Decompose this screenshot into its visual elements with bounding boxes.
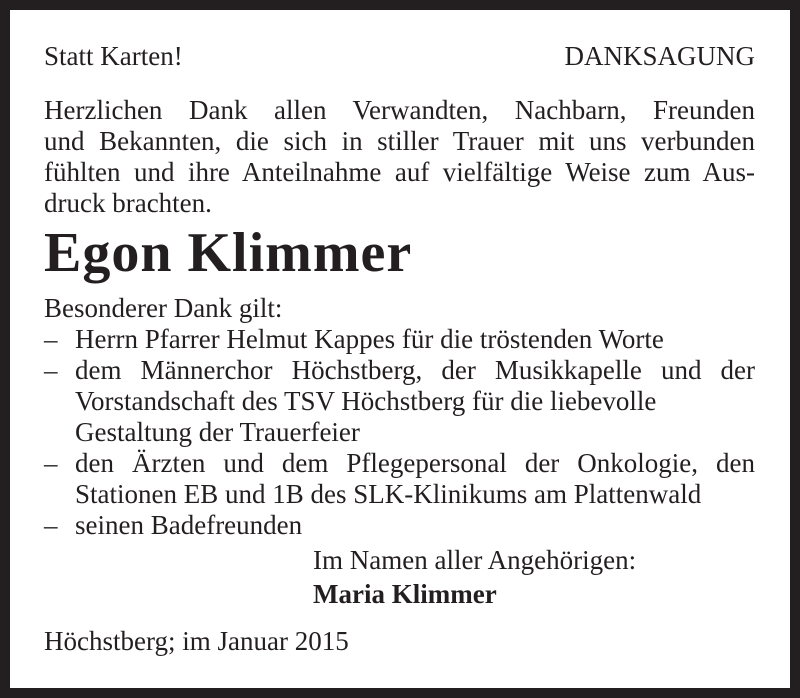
notice-header [44, 43, 755, 70]
list-item-text [75, 355, 755, 448]
intro-line: fühlten und ihre Anteilnahme auf vielfältige Weise zum Aus- [44, 157, 755, 187]
list-item [44, 510, 755, 541]
dash-marker: – [44, 448, 58, 478]
thanks-heading: Besonderer Dank gilt: [44, 293, 283, 323]
dash-marker: – [44, 355, 58, 385]
thanks-list [44, 324, 755, 541]
list-item [44, 355, 755, 448]
intro-paragraph [44, 95, 755, 219]
intro-line: Herzlichen Dank allen Verwandten, Nachbarn, Freunden [44, 95, 755, 125]
list-item-text [75, 510, 755, 541]
closing-block [313, 545, 755, 610]
intro-line: und Bekannten, die sich in stiller Trauer mit uns verbunden [44, 126, 755, 156]
dash-marker: – [44, 510, 58, 540]
list-item [44, 448, 755, 510]
dash-marker: – [44, 324, 58, 354]
list-item-line: Stationen EB und 1B des SLK-Klinikums am Plattenwald [75, 479, 702, 509]
list-item-text [75, 448, 755, 510]
signature-name: Maria Klimmer [313, 579, 497, 609]
list-item-line: den Ärzten und dem Pflegepersonal der Onkologie, den [75, 448, 755, 478]
list-item-line: dem Männerchor Höchstberg, der Musikkapelle und der [75, 355, 755, 385]
list-item [44, 324, 755, 355]
list-item-line: Gestaltung der Trauerfeier [75, 417, 360, 447]
intro-line: druck brachten. [44, 188, 212, 218]
list-item-line: Vorstandschaft des TSV Höchstberg für die liebevolle [75, 386, 657, 416]
closing-line: Im Namen aller Angehörigen: [313, 545, 637, 575]
list-item-text [75, 324, 755, 355]
list-item-line: seinen Badefreunden [75, 510, 303, 540]
statt-karten-label: Statt Karten! [44, 41, 183, 71]
danksagung-label: DANKSAGUNG [564, 41, 755, 71]
place-date: Höchstberg; im Januar 2015 [44, 626, 349, 656]
list-item-line: Herrn Pfarrer Helmut Kappes für die tröstenden Worte [75, 324, 664, 354]
deceased-name: Egon Klimmer [44, 222, 413, 284]
